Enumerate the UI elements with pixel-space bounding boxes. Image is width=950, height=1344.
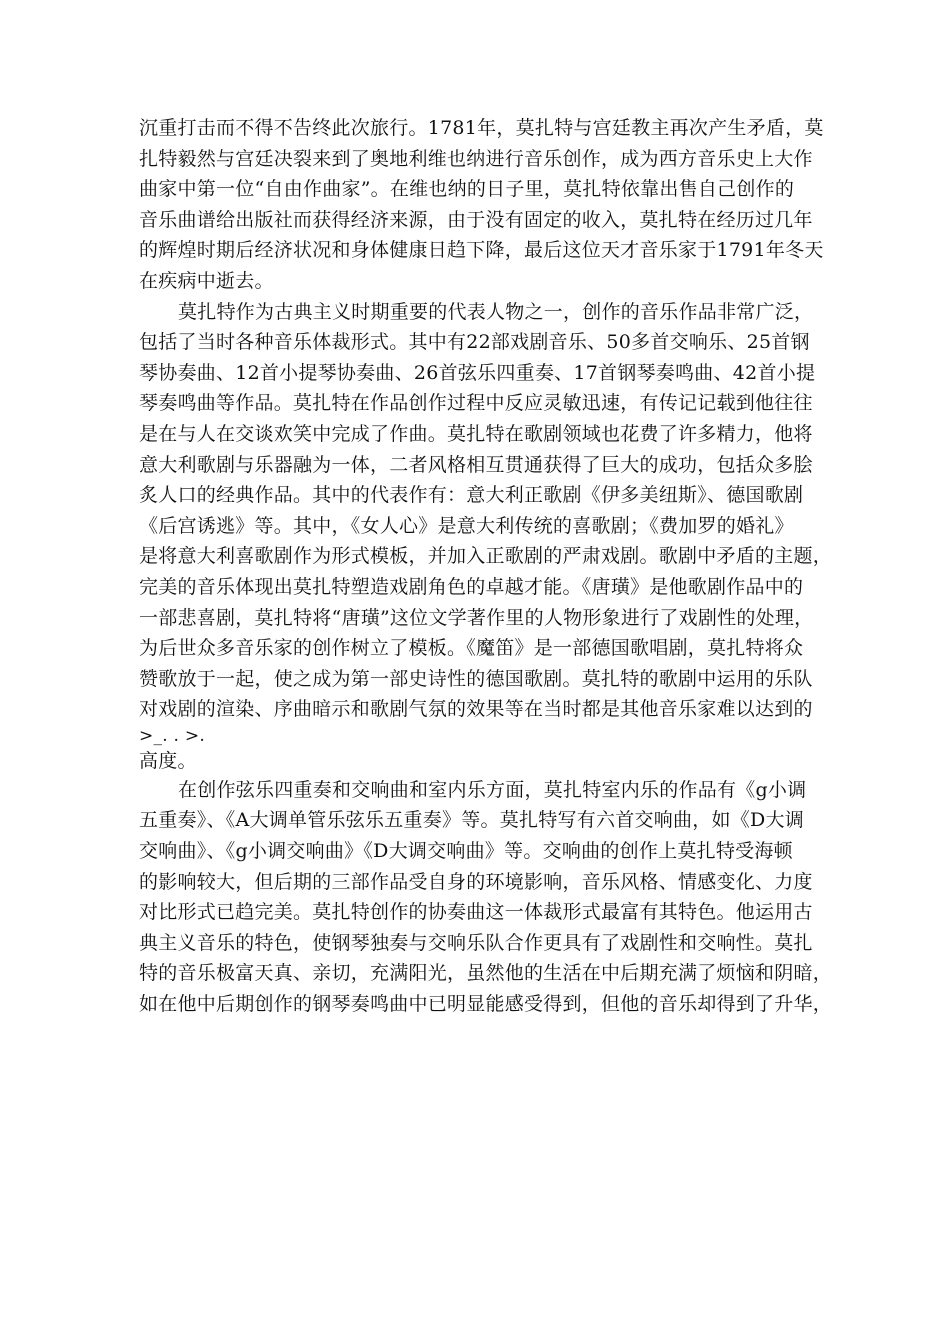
text-line: 琴奏鸣曲等作品。莫扎特在作品创作过程中反应灵敏迅速，有传记记载到他往往 — [139, 392, 813, 415]
text-line: 莫扎特作为古典主义时期重要的代表人物之一，创作的音乐作品非常广泛， — [178, 300, 814, 323]
text-line: 意大利歌剧与乐器融为一体，二者风格相互贯通获得了巨大的成功，包括众多脍 — [139, 453, 813, 476]
text-line: 对戏剧的渲染、序曲暗示和歌剧气氛的效果等在当时都是其他音乐家难以达到的 — [139, 698, 813, 721]
paragraph-2 — [139, 297, 833, 775]
paragraph-3 — [139, 775, 833, 1020]
text-line: 五重奏》、《A大调单管乐弦乐五重奏》等。莫扎特写有六首交响曲，如《D大调 — [139, 809, 804, 832]
text-line: 扎特毅然与宫廷决裂来到了奥地利维也纳进行音乐创作，成为西方音乐史上大作 — [139, 147, 813, 170]
text-line: 炙人口的经典作品。其中的代表作有：意大利正歌剧《伊多美纽斯》、德国歌剧 — [139, 484, 804, 507]
body-text — [139, 113, 833, 1020]
text-line: 是将意大利喜歌剧作为形式模板，并加入正歌剧的严肃戏剧。歌剧中矛盾的主题， — [139, 545, 833, 568]
text-line: 琴协奏曲、12首小提琴协奏曲、26首弦乐四重奏、17首钢琴奏鸣曲、42首小提 — [139, 361, 816, 384]
text-line: 高度。 — [139, 749, 197, 772]
text-line: 包括了当时各种音乐体裁形式。其中有22部戏剧音乐、50多首交响乐、25首钢 — [139, 331, 810, 354]
text-line: 特的音乐极富天真、亲切，充满阳光，虽然他的生活在中后期充满了烦恼和阴暗， — [139, 962, 833, 985]
text-line: 完美的音乐体现出莫扎特塑造戏剧角色的卓越才能。《唐璜》是他歌剧作品中的 — [139, 575, 804, 598]
text-line: 在创作弦乐四重奏和交响曲和室内乐方面，莫扎特室内乐的作品有《g小调 — [178, 778, 807, 801]
text-line: 的影响较大，但后期的三部作品受自身的环境影响，音乐风格、情感变化、力度 — [139, 870, 813, 893]
text-line: 为后世众多音乐家的创作树立了模板。《魔笛》是一部德国歌唱剧，莫扎特将众 — [139, 637, 804, 660]
text-line: 的辉煌时期后经济状况和身体健康日趋下降，最后这位天才音乐家于1791年冬天 — [139, 239, 824, 262]
text-line: 如在他中后期创作的钢琴奏鸣曲中已明显能感受得到，但他的音乐却得到了升华， — [139, 993, 833, 1016]
text-line: 是在与人在交谈欢笑中完成了作曲。莫扎特在歌剧领域也花费了许多精力，他将 — [139, 422, 813, 445]
text-line: 音乐曲谱给出版社而获得经济来源，由于没有固定的收入，莫扎特在经历过几年 — [139, 208, 813, 231]
text-line: 典主义音乐的特色，使钢琴独奏与交响乐队合作更具有了戏剧性和交响性。莫扎 — [139, 931, 813, 954]
text-line: 赞歌放于一起，使之成为第一部史诗性的德国歌剧。莫扎特的歌剧中运用的乐队 — [139, 667, 813, 690]
text-line: 沉重打击而不得不告终此次旅行。1781年，莫扎特与宫廷教主再次产生矛盾，莫 — [139, 117, 824, 139]
text-line: 对比形式已趋完美。莫扎特创作的协奏曲这一体裁形式最富有其特色。他运用古 — [139, 901, 813, 924]
text-line: 交响曲》、《g小调交响曲》《D大调交响曲》等。交响曲的创作上莫扎特受海顿 — [139, 840, 793, 863]
text-line: 在疾病中逝去。 — [139, 269, 274, 292]
text-line: 《后宫诱逃》等。其中，《女人心》是意大利传统的喜歌剧；《费加罗的婚礼》 — [139, 514, 794, 537]
text-line: 一部悲喜剧，莫扎特将“唐璜”这位文学著作里的人物形象进行了戏剧性的处理， — [139, 606, 814, 629]
paragraph-1 — [139, 113, 829, 297]
stray-characters: >_. . >. — [139, 725, 206, 746]
text-line: 曲家中第一位“自由作曲家”。在维也纳的日子里，莫扎特依靠出售自己创作的 — [139, 178, 795, 201]
